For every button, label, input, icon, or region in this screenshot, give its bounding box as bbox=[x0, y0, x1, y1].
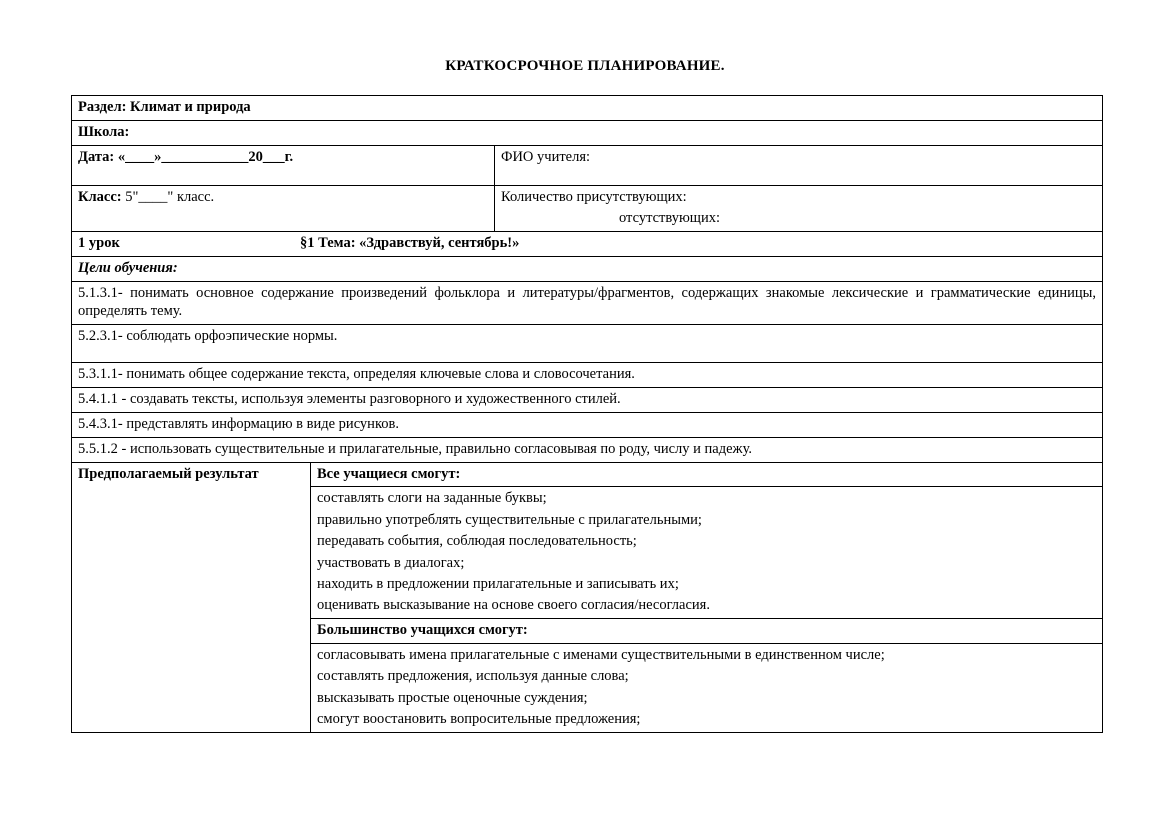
all-students-heading: Все учащиеся смогут: bbox=[317, 465, 461, 482]
table-row-section bbox=[72, 96, 1103, 121]
goal-item-2: 5.2.3.1- соблюдать орфоэпические нормы. bbox=[72, 325, 1103, 363]
list-item: согласовывать имена прилагательные с именами существительными в единственном числе; bbox=[317, 646, 885, 663]
expected-result-label: Предполагаемый результат bbox=[78, 465, 259, 482]
table-row-goal bbox=[72, 412, 1103, 437]
table-row-goal bbox=[72, 388, 1103, 413]
present-label: Количество присутствующих: bbox=[501, 188, 687, 205]
attendance-cell bbox=[495, 185, 1103, 231]
class-label: Класс: bbox=[78, 188, 122, 205]
lesson-number: 1 урок bbox=[78, 234, 120, 251]
goal-item-1: 5.1.3.1- понимать основное содержание произведений фольклора и литературы/фрагментов, содержащих знакомые лексические и грамматические единицы, определять тему. bbox=[72, 281, 1103, 325]
table-row-goal bbox=[72, 437, 1103, 462]
table-row-goal bbox=[72, 363, 1103, 388]
goal-item-5: 5.4.3.1- представлять информацию в виде рисунков. bbox=[72, 412, 1103, 437]
list-item: участвовать в диалогах; bbox=[317, 554, 465, 571]
all-students-heading-cell bbox=[311, 462, 1103, 487]
list-item: правильно употреблять существительные с прилагательными; bbox=[317, 511, 702, 528]
class-value: 5"____" класс. bbox=[125, 188, 215, 205]
goals-heading: Цели обучения: bbox=[78, 259, 178, 276]
list-item: передавать события, соблюдая последовательность; bbox=[317, 533, 637, 550]
list-item: смогут воостановить вопросительные предложения; bbox=[317, 710, 641, 727]
lesson-cell bbox=[72, 231, 1103, 256]
teacher-cell bbox=[495, 145, 1103, 185]
date-cell bbox=[72, 145, 495, 185]
list-item: составлять слоги на заданные буквы; bbox=[317, 490, 547, 507]
table-row-date bbox=[72, 145, 1103, 185]
page-title: КРАТКОСРОЧНОЕ ПЛАНИРОВАНИЕ. bbox=[445, 58, 725, 74]
goals-heading-cell bbox=[72, 256, 1103, 281]
most-students-heading-cell bbox=[311, 619, 1103, 644]
section-value: Климат и природа bbox=[130, 99, 251, 115]
most-students-heading: Большинство учащихся смогут: bbox=[317, 622, 528, 639]
table-row-class bbox=[72, 185, 1103, 231]
date-value: «____»____________20___г. bbox=[117, 148, 294, 165]
lesson-topic: §1 Тема: «Здравствуй, сентябрь!» bbox=[300, 234, 520, 251]
lesson-plan-table bbox=[71, 95, 1103, 733]
list-item: находить в предложении прилагательные и записывать их; bbox=[317, 575, 679, 592]
section-label: Раздел: bbox=[78, 99, 127, 115]
goal-item-6: 5.5.1.2 - использовать существительные и прилагательные, правильно согласовывая по роду, числу и падежу. bbox=[72, 437, 1103, 462]
table-row-goal bbox=[72, 281, 1103, 325]
expected-result-label-cell bbox=[72, 462, 311, 732]
table-row-goals-heading bbox=[72, 256, 1103, 281]
section-cell bbox=[72, 96, 1103, 121]
table-row-expected-result bbox=[72, 462, 1103, 487]
school-label: Школа: bbox=[78, 123, 130, 140]
class-cell bbox=[72, 185, 495, 231]
absent-label: отсутствующих: bbox=[619, 210, 720, 227]
list-item: оценивать высказывание на основе своего согласия/несогласия. bbox=[317, 597, 710, 614]
teacher-label: ФИО учителя: bbox=[501, 148, 591, 165]
table-row-goal bbox=[72, 325, 1103, 363]
list-item: составлять предложения, используя данные слова; bbox=[317, 668, 629, 685]
most-students-list-cell bbox=[311, 643, 1103, 732]
all-students-list-cell bbox=[311, 487, 1103, 619]
date-label: Дата: bbox=[78, 148, 115, 165]
list-item: высказывать простые оценочные суждения; bbox=[317, 689, 588, 706]
goal-item-3: 5.3.1.1- понимать общее содержание текста, определяя ключевые слова и словосочетания. bbox=[72, 363, 1103, 388]
school-cell bbox=[72, 120, 1103, 145]
table-row-lesson bbox=[72, 231, 1103, 256]
goal-item-4: 5.4.1.1 - создавать тексты, используя элементы разговорного и художественного стилей. bbox=[72, 388, 1103, 413]
table-row-school bbox=[72, 120, 1103, 145]
